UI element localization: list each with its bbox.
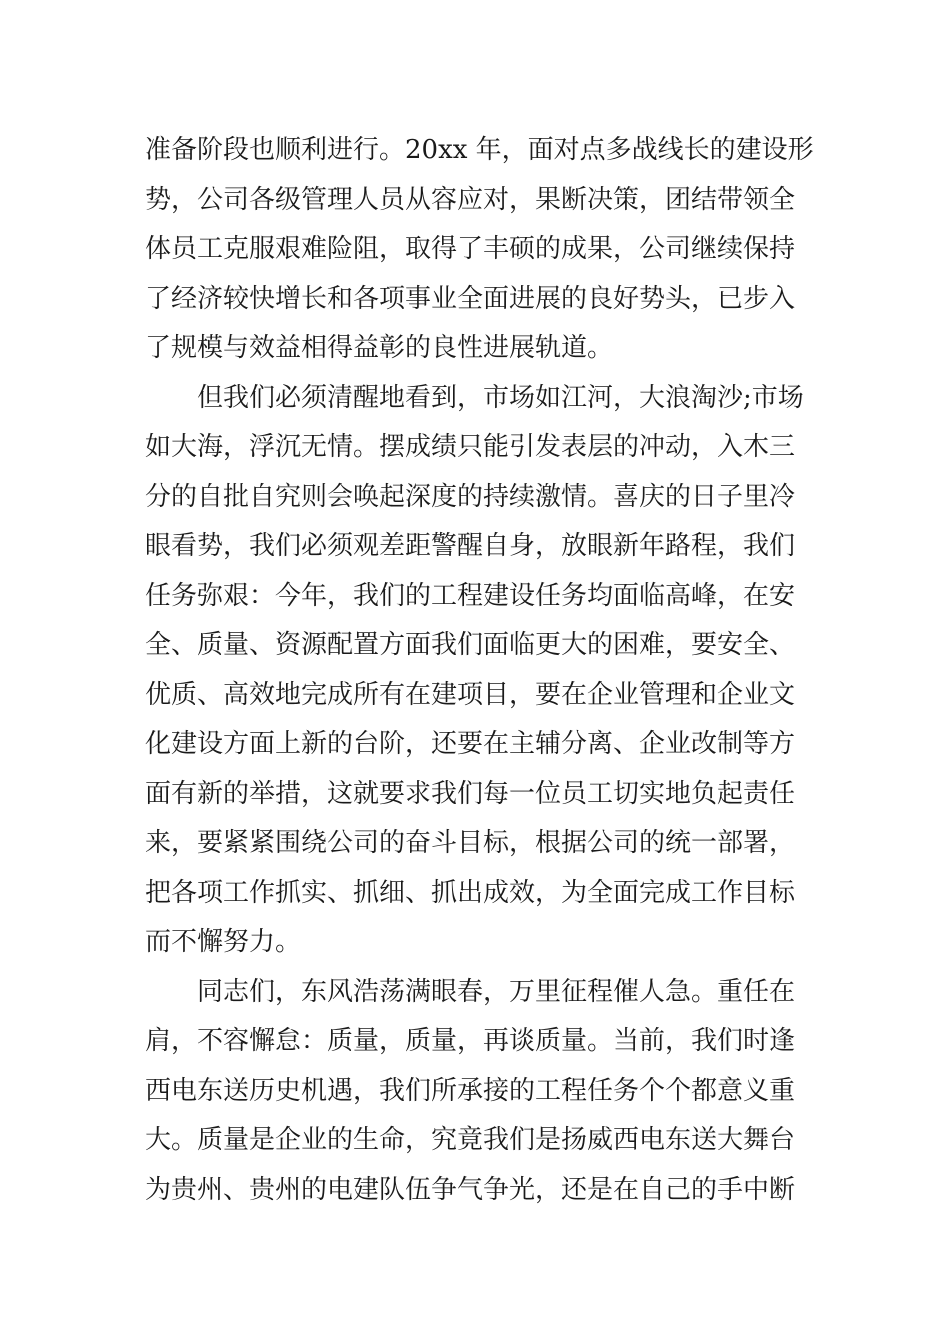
text-line: 大。质量是企业的生命，究竟我们是扬威西电东送大舞台 bbox=[145, 1125, 796, 1155]
text-line: 准备阶段也顺利进行。20xx 年，面对点多战线长的建设形 bbox=[145, 135, 814, 165]
text-line: 同志们，东风浩荡满眼春，万里征程催人急。重任在 bbox=[197, 976, 796, 1007]
text-line: 势，公司各级管理人员从容应对，果断决策，团结带领全 bbox=[145, 184, 796, 215]
text-line: 但我们必须清醒地看到，市场如江河，大浪淘沙;市场 bbox=[197, 382, 804, 413]
text-line: 全、质量、资源配置方面我们面临更大的困难，要安全、 bbox=[145, 630, 796, 660]
text-line: 为贵州、贵州的电建队伍争气争光，还是在自己的手中断 bbox=[145, 1174, 796, 1205]
text-line: 优质、高效地完成所有在建项目，要在企业管理和企业文 bbox=[145, 679, 796, 710]
text-line: 西电东送历史机遇，我们所承接的工程任务个个都意义重 bbox=[145, 1075, 796, 1106]
text-line: 了规模与效益相得益彰的良性进展轨道。 bbox=[145, 333, 614, 363]
text-line: 化建设方面上新的台阶，还要在主辅分离、企业改制等方 bbox=[145, 729, 796, 759]
text-line: 面有新的举措，这就要求我们每一位员工切实地负起责任 bbox=[145, 778, 796, 809]
text-line: 任务弥艰：今年，我们的工程建设任务均面临高峰，在安 bbox=[145, 580, 796, 611]
text-line: 把各项工作抓实、抓细、抓出成效，为全面完成工作目标 bbox=[145, 877, 796, 908]
document-body bbox=[145, 126, 815, 1215]
text-line: 而不懈努力。 bbox=[145, 927, 302, 957]
paragraph-1 bbox=[145, 126, 815, 374]
text-line: 如大海，浮沉无情。摆成绩只能引发表层的冲动，入木三 bbox=[145, 432, 796, 462]
paragraph-2 bbox=[145, 374, 815, 968]
text-line: 了经济较快增长和各项事业全面进展的良好势头，已步入 bbox=[145, 283, 796, 314]
text-line: 来，要紧紧围绕公司的奋斗目标，根据公司的统一部署， bbox=[145, 828, 796, 858]
text-line: 体员工克服艰难险阻，取得了丰硕的成果，公司继续保持 bbox=[145, 234, 796, 264]
paragraph-3 bbox=[145, 968, 815, 1216]
text-line: 分的自批自究则会唤起深度的持续激情。喜庆的日子里冷 bbox=[145, 481, 796, 512]
text-line: 眼看势，我们必须观差距警醒自身，放眼新年路程，我们 bbox=[145, 531, 796, 561]
text-line: 肩，不容懈怠：质量，质量，再谈质量。当前，我们时逢 bbox=[145, 1026, 796, 1056]
